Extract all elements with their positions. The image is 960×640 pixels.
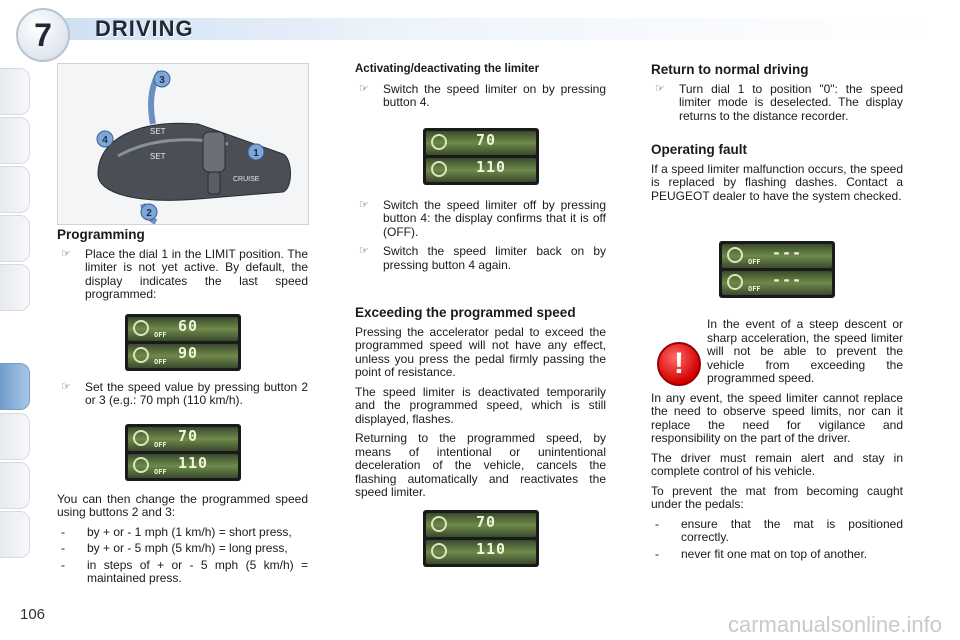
speed-display: OFF 60 OFF 90	[125, 314, 241, 371]
svg-text:SET: SET	[150, 127, 166, 136]
chapter-tab[interactable]	[0, 117, 30, 164]
list-item: - by + or - 1 mph (1 km/h) = short press,	[61, 524, 292, 539]
instruction-bullet: ☞ Switch the speed limiter back on by pressing button 4 again.	[359, 244, 606, 272]
list-item: - ensure that the mat is positioned correctly.	[655, 516, 903, 544]
speed-display: OFF 70 OFF 110	[125, 424, 241, 481]
chapter-tab[interactable]	[0, 166, 30, 213]
finger-icon: ☞	[61, 247, 71, 260]
chapter-tab[interactable]	[0, 511, 30, 558]
paragraph: The driver must remain alert and stay in complete control of his vehicle.	[651, 450, 903, 478]
list-item: - by + or - 5 mph (5 km/h) = long press,	[61, 541, 288, 555]
finger-icon: ☞	[359, 198, 369, 211]
warning-icon: !	[657, 342, 701, 386]
callout-1: 1	[253, 148, 259, 159]
instruction-bullet: ☞ Set the speed value by pressing button 2 or 3 (e.g.: 70 mph (110 km/h).	[61, 379, 308, 407]
speed-display: 70 110	[423, 510, 539, 567]
chapter-tab[interactable]	[0, 462, 30, 509]
section-title-fault: Operating fault	[651, 142, 748, 157]
speedometer-icon	[727, 274, 743, 290]
paragraph: To prevent the mat from becoming caught under the pedals:	[651, 483, 903, 511]
left-column	[57, 228, 308, 589]
section-title-exceeding: Exceeding the programmed speed	[355, 305, 576, 320]
speedometer-icon	[431, 543, 447, 559]
instruction-bullet: ☞ Place the dial 1 in the LIMIT position. The limiter is not yet active. By default, the display indicates the last speed programmed:	[61, 246, 308, 301]
speed-display: 70 110	[423, 128, 539, 185]
paragraph: If a speed limiter malfunction occurs, the speed is replaced by flashing dashes. Contact a PEUGEOT dealer to have the system checked.	[651, 161, 903, 203]
callout-3: 3	[159, 75, 165, 86]
speedometer-icon	[133, 320, 149, 336]
paragraph: The speed limiter is deactivated temporarily and the programmed speed, which is still displayed, flashes.	[355, 384, 606, 426]
finger-icon: ☞	[359, 245, 369, 257]
paragraph: Pressing the accelerator pedal to exceed the programmed speed will not have any effect, unless you press the pedal firmly passing the point of resistance.	[355, 324, 606, 379]
chapter-tab[interactable]	[0, 68, 30, 115]
callout-2: 2	[146, 208, 152, 219]
paragraph: Returning to the programmed speed, by means of intentional or unintentional deceleration of the vehicle, cancels the flashing automatically and reactivates the speed limiter.	[355, 431, 606, 499]
page-number: 106	[20, 606, 46, 623]
callout-4: 4	[102, 135, 108, 146]
chapter-tab[interactable]	[0, 264, 30, 311]
chapter-number-badge: 7	[16, 8, 70, 62]
paragraph: You can then change the programmed speed using buttons 2 and 3:	[57, 491, 308, 519]
middle-column	[355, 63, 606, 567]
section-title-programming: Programming	[57, 227, 145, 242]
stalk-drawing	[58, 64, 308, 224]
chapter-title: DRIVING	[95, 16, 194, 41]
speed-limiter-stalk-illustration	[57, 63, 309, 225]
section-title-return: Return to normal driving	[651, 62, 809, 77]
section-title-activating: Activating/deactivating the limiter	[355, 63, 540, 75]
speedometer-icon	[431, 134, 447, 150]
speedometer-icon	[133, 430, 149, 446]
right-column	[651, 63, 903, 564]
warning-paragraph: In the event of a steep descent or sharp acceleration, the speed limiter will not be able to prevent the vehicle from exceeding the programmed speed.	[707, 317, 903, 385]
svg-text:CRUISE: CRUISE	[233, 176, 260, 183]
speedometer-icon	[133, 457, 149, 473]
instruction-bullet: ☞ Switch the speed limiter off by pressing button 4: the display confirms that it is off (OFF).	[359, 197, 606, 239]
instruction-bullet: ☞ Switch the speed limiter on by pressing button 4.	[359, 81, 606, 109]
finger-icon: ☞	[61, 380, 71, 393]
chapter-tab-active[interactable]	[0, 363, 30, 410]
watermark: carmanualsonline.info	[727, 612, 942, 637]
finger-icon: ☞	[655, 82, 665, 95]
speedometer-icon	[133, 347, 149, 363]
speedometer-icon	[431, 516, 447, 532]
list-item: - never fit one mat on top of another.	[655, 546, 868, 561]
finger-icon: ☞	[359, 82, 369, 95]
chapter-tabs	[0, 68, 30, 568]
speed-display: OFF --- OFF ---	[719, 241, 835, 298]
svg-text:SET: SET	[150, 152, 166, 161]
speedometer-icon	[431, 161, 447, 177]
instruction-bullet: ☞ Turn dial 1 to position "0": the speed limiter mode is deselected. The display returns to the distance recorder.	[655, 81, 903, 123]
chapter-tab[interactable]	[0, 215, 30, 262]
chapter-tab[interactable]	[0, 413, 30, 460]
list-item: - in steps of + or - 5 mph (5 km/h) = maintained press.	[61, 557, 308, 585]
speedometer-icon	[727, 247, 743, 263]
paragraph: In any event, the speed limiter cannot replace the need to observe speed limits, nor can it replace the need for vigilance and responsibility on the part of the driver.	[651, 390, 903, 445]
